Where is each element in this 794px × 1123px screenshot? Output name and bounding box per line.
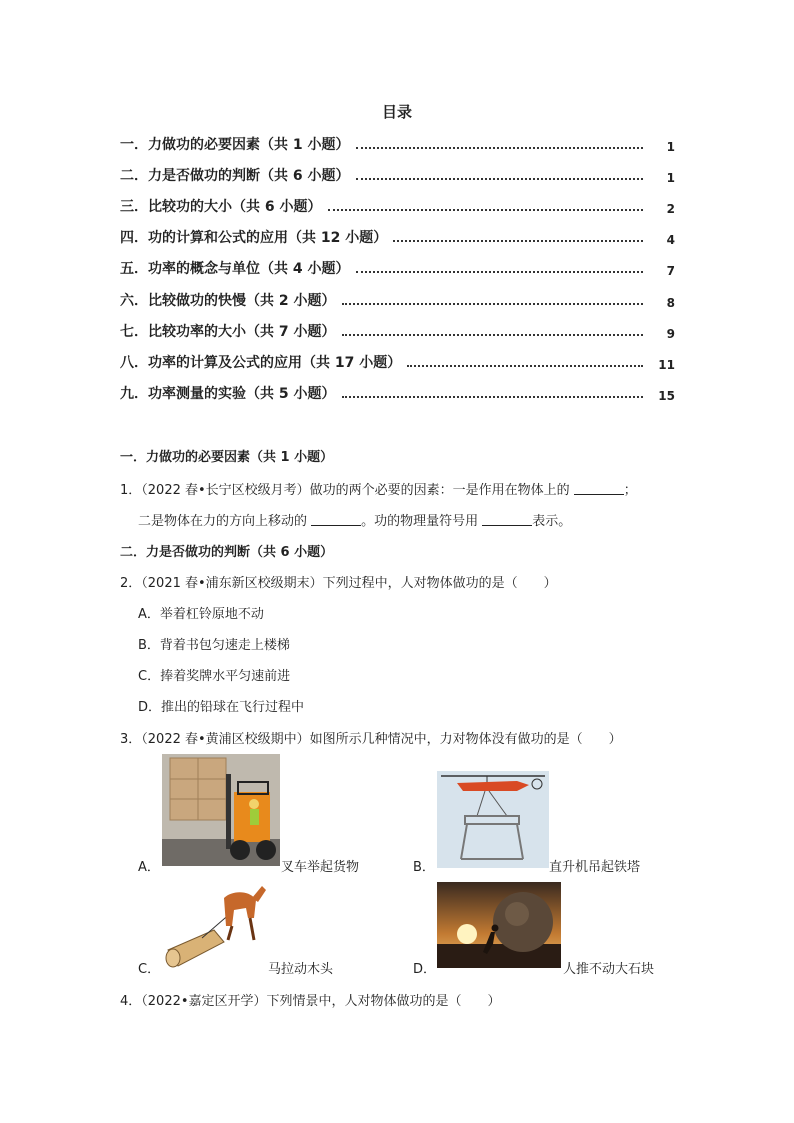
toc-entry-page: 15	[658, 389, 675, 403]
question-3-option-a-caption: 叉车举起货物	[281, 860, 360, 875]
toc-leader-dots	[356, 146, 644, 149]
section-heading-2: 二．力是否做功的判断（共 6 小题）	[120, 545, 334, 560]
toc-entry-label: 九．功率测量的实验（共 5 小题）	[120, 386, 336, 402]
toc-entry-page: 1	[666, 171, 675, 185]
question-3-option-d-letter: D．	[413, 962, 437, 977]
toc-entry-page: 2	[666, 202, 675, 216]
question-4-stem: 4．（2022•嘉定区开学）下列情景中，人对物体做功的是（ ）	[120, 994, 501, 1009]
man-pushing-boulder-image	[437, 882, 561, 968]
toc-entry-label: 八．功率的计算及公式的应用（共 17 小题）	[120, 355, 402, 371]
toc-entry-label: 四．功的计算和公式的应用（共 12 小题）	[120, 230, 388, 246]
question-2-option-d: D．推出的铅球在飞行过程中	[138, 700, 305, 715]
toc-title: 目录	[381, 103, 412, 121]
question-3-stem: 3．（2022 春•黄浦区校级期中）如图所示几种情况中，力对物体没有做功的是（ ）	[120, 732, 622, 747]
toc-leader-dots	[407, 364, 643, 367]
toc-entry-page: 7	[666, 264, 675, 278]
question-2-option-a: A．举着杠铃原地不动	[138, 607, 264, 622]
toc-entry-page: 9	[666, 327, 675, 341]
toc-entry-page: 8	[666, 296, 675, 310]
answer-blank[interactable]	[311, 513, 361, 526]
helicopter-image	[437, 771, 549, 868]
forklift-image	[162, 754, 280, 866]
toc-leader-dots	[393, 239, 643, 242]
toc-entry[interactable]	[120, 381, 675, 403]
question-3-option-b-caption: 直升机吊起铁塔	[549, 860, 641, 875]
question-1-text-c: 二是物体在力的方向上移动的	[138, 514, 312, 529]
question-3-option-b-letter: B．	[413, 860, 435, 875]
toc-leader-dots	[356, 270, 644, 273]
toc-entry[interactable]	[120, 288, 675, 310]
answer-blank[interactable]	[574, 482, 624, 495]
question-1-text-a: 1．（2022 春•长宁区校级月考）做功的两个必要的因素：一是作用在物体上的	[120, 483, 574, 498]
toc-entry-label: 六．比较做功的快慢（共 2 小题）	[120, 293, 336, 309]
question-2-stem: 2．（2021 春•浦东新区校级期末）下列过程中，人对物体做功的是（ ）	[120, 576, 557, 591]
toc-leader-dots	[356, 177, 644, 180]
question-3-option-d-caption: 人推不动大石块	[563, 962, 655, 977]
toc-entry-label: 三．比较功的大小（共 6 小题）	[120, 199, 322, 215]
question-3-option-c-letter: C．	[138, 962, 161, 977]
question-1-line-1	[120, 479, 637, 498]
toc-entry[interactable]	[120, 256, 675, 278]
question-1-text-d: 。功的物理量符号用	[361, 514, 483, 529]
toc-leader-dots	[342, 395, 644, 398]
toc-leader-dots	[328, 208, 644, 211]
toc-leader-dots	[342, 302, 644, 305]
question-1-text-b: ；	[623, 483, 637, 498]
question-2-option-b: B．背着书包匀速走上楼梯	[138, 638, 290, 653]
question-3-option-c-caption: 马拉动木头	[268, 962, 334, 977]
toc-entry[interactable]	[120, 319, 675, 341]
question-3-option-a-letter: A．	[138, 860, 160, 875]
section-heading-1: 一．力做功的必要因素（共 1 小题）	[120, 450, 334, 465]
question-2-option-c: C．捧着奖牌水平匀速前进	[138, 669, 291, 684]
toc-entry-label: 一．力做功的必要因素（共 1 小题）	[120, 137, 350, 153]
toc-entry[interactable]	[120, 194, 675, 216]
answer-blank[interactable]	[482, 513, 532, 526]
toc-entry[interactable]	[120, 225, 675, 247]
toc-entry-page: 4	[666, 233, 675, 247]
toc-entry-label: 五．功率的概念与单位（共 4 小题）	[120, 261, 350, 277]
toc-entry-page: 11	[658, 358, 675, 372]
question-1-text-e: 表示。	[532, 514, 572, 529]
question-1-line-2	[138, 510, 571, 529]
toc-entry-page: 1	[666, 140, 675, 154]
horse-pulling-log-image	[162, 882, 272, 972]
toc-entry[interactable]	[120, 350, 675, 372]
toc-leader-dots	[342, 333, 644, 336]
toc-entry-label: 七．比较功率的大小（共 7 小题）	[120, 324, 336, 340]
toc-entry-label: 二．力是否做功的判断（共 6 小题）	[120, 168, 350, 184]
toc-entry[interactable]	[120, 163, 675, 185]
toc-entry[interactable]	[120, 132, 675, 154]
